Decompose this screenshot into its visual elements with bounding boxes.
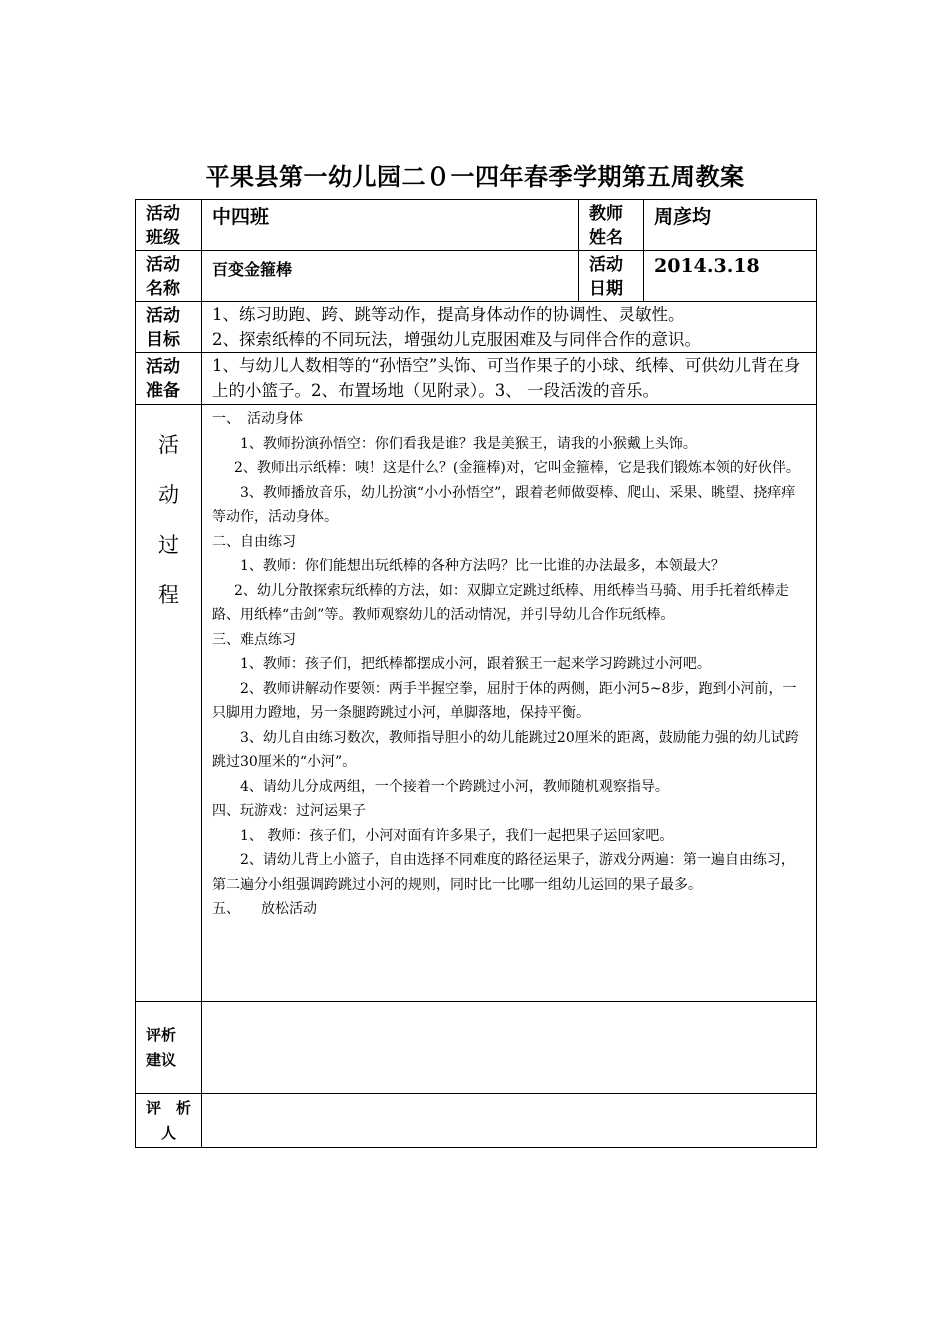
reviewer-value bbox=[202, 1094, 817, 1148]
process-paragraph: 2、幼儿分散探索玩纸棒的方法，如：双脚立定跳过纸棒、用纸棒当马骑、用手托着纸棒走路、用纸棒“击剑”等。教师观察幼儿的活动情况，并引导幼儿合作玩纸棒。 bbox=[212, 582, 789, 623]
process-paragraph: 1、教师：孩子们，把纸棒都摆成小河，跟着猴王一起来学习跨跳过小河吧。 bbox=[240, 656, 711, 672]
name-value: 百变金箍棒 bbox=[202, 251, 579, 302]
process-paragraph: 4、请幼儿分成两组，一个接着一个跨跳过小河，教师随机观察指导。 bbox=[240, 778, 669, 795]
process-heading: 五、 放松活动 bbox=[212, 901, 317, 917]
reviewer-label-line: 人 bbox=[160, 1124, 176, 1142]
row-class-teacher bbox=[136, 200, 817, 251]
process-label-char: 动 bbox=[158, 483, 179, 507]
process-paragraph: 2、请幼儿背上小篮子，自由选择不同难度的路径运果子，游戏分两遍：第一遍自由练习，第二遍分小组强调跨跳过小河的规则，同时比一比哪一组幼儿运回的果子最多。 bbox=[212, 852, 795, 893]
row-prep bbox=[136, 353, 817, 405]
lesson-plan-table bbox=[135, 199, 817, 1148]
process-paragraph: 1、教师扮演孙悟空：你们看我是谁？我是美猴王，请我的小猴戴上头饰。 bbox=[240, 435, 697, 452]
review-value bbox=[202, 1002, 817, 1094]
reviewer-label bbox=[136, 1094, 202, 1148]
process-label-char: 程 bbox=[158, 583, 179, 607]
process-heading: 一、 活动身体 bbox=[212, 411, 303, 427]
name-label: 活动 名称 bbox=[136, 251, 202, 302]
goal-label: 活动 目标 bbox=[136, 302, 202, 353]
process-paragraph: 1、 教师：孩子们，小河对面有许多果子，我们一起把果子运回家吧。 bbox=[240, 827, 674, 844]
teacher-value: 周彦均 bbox=[644, 200, 817, 251]
process-label-char: 活 bbox=[158, 433, 179, 457]
process-label bbox=[136, 405, 202, 1002]
row-review bbox=[136, 1002, 817, 1094]
row-reviewer bbox=[136, 1094, 817, 1148]
process-heading: 二、自由练习 bbox=[212, 533, 296, 550]
class-value: 中四班 bbox=[202, 200, 579, 251]
goal-line: 1、练习助跑、跨、跳等动作，提高身体动作的协调性、灵敏性。 bbox=[212, 305, 685, 324]
class-label: 活动 班级 bbox=[136, 200, 202, 251]
process-paragraph: 3、幼儿自由练习数次，教师指导胆小的幼儿能跳过20厘米的距离，鼓励能力强的幼儿试跨跳过30厘米的“小河”。 bbox=[212, 729, 799, 770]
prep-value: 1、与幼儿人数相等的“孙悟空”头饰、可当作果子的小球、纸棒、可供幼儿背在身上的小篮子。2、布置场地（见附录）。3、 一段活泼的音乐。 bbox=[202, 353, 817, 405]
goal-value bbox=[202, 302, 817, 353]
process-content bbox=[202, 405, 817, 1002]
process-label-char: 过 bbox=[158, 533, 179, 557]
page-title: 平果县第一幼儿园二０一四年春季学期第五周教案 bbox=[205, 162, 745, 191]
row-name-date bbox=[136, 251, 817, 302]
teacher-label: 教师 姓名 bbox=[579, 200, 644, 251]
process-paragraph: 1、教师：你们能想出玩纸棒的各种方法吗？比一比谁的办法最多，本领最大？ bbox=[240, 558, 725, 574]
process-paragraph: 3、教师播放音乐，幼儿扮演“小小孙悟空”，跟着老师做耍棒、爬山、采果、眺望、挠痒痒等动作，活动身体。 bbox=[212, 484, 796, 525]
review-label: 评析 建议 bbox=[136, 1002, 202, 1094]
process-paragraph: 2、教师出示纸棒：咦！这是什么？(金箍棒)对，它叫金箍棒，它是我们锻炼本领的好伙伴。 bbox=[234, 460, 800, 476]
row-process bbox=[136, 405, 817, 1002]
goal-line: 2、探索纸棒的不同玩法，增强幼儿克服困难及与同伴合作的意识。 bbox=[212, 329, 701, 349]
prep-label: 活动 准备 bbox=[136, 353, 202, 405]
process-heading: 四、玩游戏：过河运果子 bbox=[212, 803, 366, 819]
reviewer-label-line: 评 析 bbox=[145, 1099, 191, 1117]
row-goals bbox=[136, 302, 817, 353]
process-paragraph: 2、教师讲解动作要领：两手半握空拳，屈肘于体的两侧，距小河5~8步，跑到小河前，一只脚用力蹬地，另一条腿跨跳过小河，单脚落地，保持平衡。 bbox=[212, 680, 797, 721]
date-label: 活动 日期 bbox=[579, 251, 644, 302]
process-heading: 三、难点练习 bbox=[212, 631, 296, 648]
date-value: 2014.3.18 bbox=[644, 251, 817, 302]
